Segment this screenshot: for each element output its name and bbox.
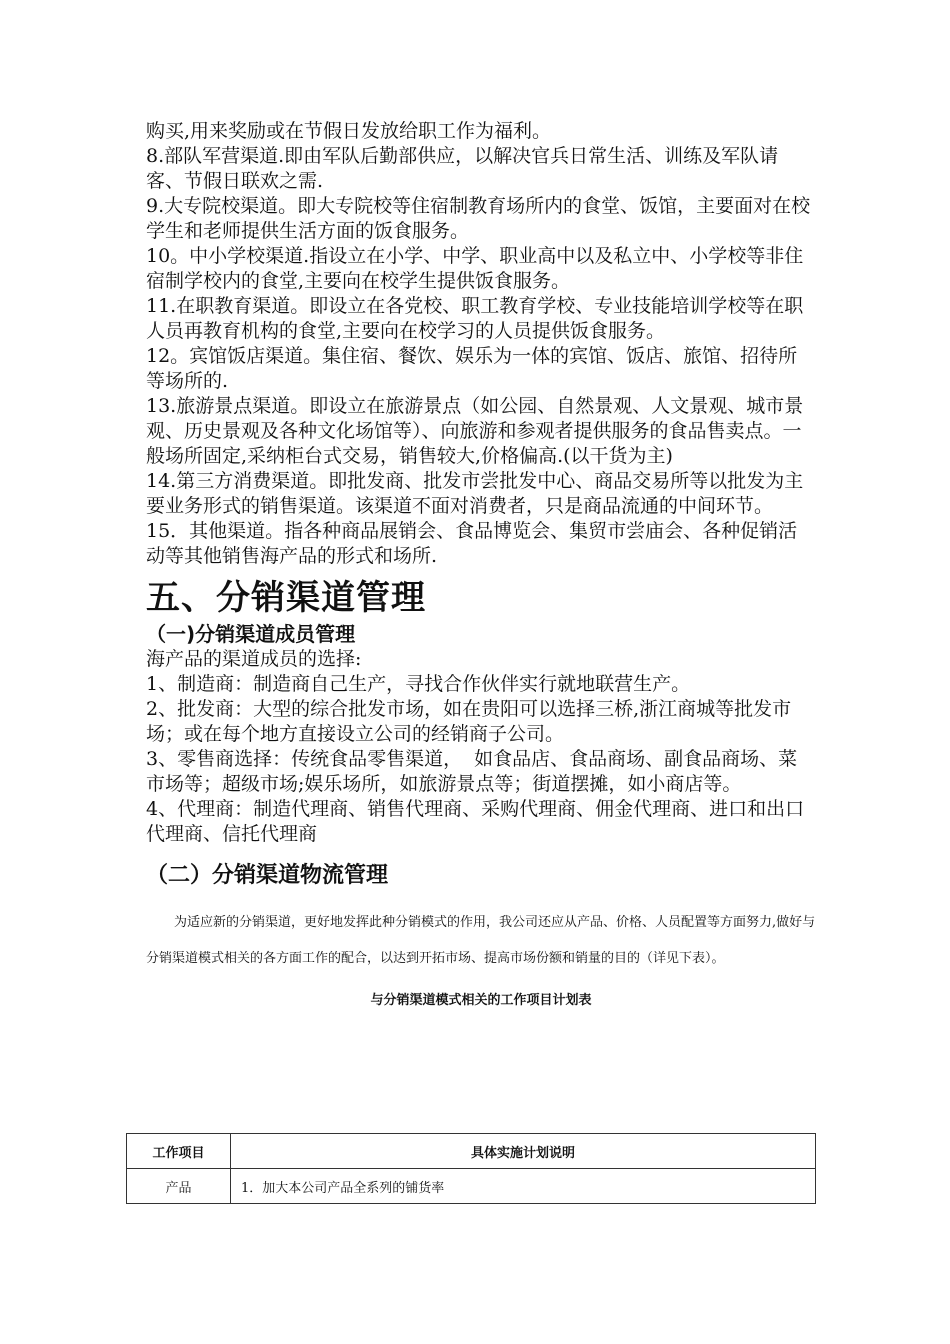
cell-plan-description: 1．加大本公司产品全系列的铺货率 [231, 1169, 816, 1204]
paragraph-other-channel: 15．其他渠道。指各种商品展销会、食品博览会、集贸市尝庙会、各种促销活动等其他销售海产品的形式和场所. [146, 520, 798, 567]
section-title: 五、分销渠道管理 [146, 578, 426, 618]
paragraph-welfare: 购买,用来奖励或在节假日发放给职工作为福利。 [146, 120, 552, 142]
work-plan-table [126, 1133, 816, 1204]
header-work-item: 工作项目 [127, 1134, 231, 1169]
table-caption: 与分销渠道模式相关的工作项目计划表 [370, 993, 592, 1008]
member-manufacturer: 1、制造商：制造商自己生产，寻找合作伙伴实行就地联营生产。 [146, 673, 691, 695]
paragraph-school-channel: 10。中小学校渠道.指设立在小学、中学、职业高中以及私立中、小学校等非住宿制学校内的食堂,主要向在校学生提供饭食服务。 [146, 245, 804, 292]
member-retailer: 3、零售商选择：传统食品零售渠道， 如食品店、食品商场、副食品商场、菜市场等；超级市场;娱乐场所，如旅游景点等；街道摆摊，如小商店等。 [146, 748, 798, 795]
logistics-intro: 为适应新的分销渠道，更好地发挥此种分销模式的作用，我公司还应从产品、价格、人员配置等方面努力,做好与分销渠道模式相关的各方面工作的配合，以达到开拓市场、提高市场份额和销量的目的（详见下表）。 [146, 915, 816, 966]
subsection-title-members: （一)分销渠道成员管理 [146, 622, 356, 646]
members-intro: 海产品的渠道成员的选择: [146, 648, 362, 670]
paragraph-military-channel: 8.部队军营渠道.即由军队后勤部供应，以解决官兵日常生活、训练及军队请客、节假日联欢之需. [146, 145, 779, 192]
paragraph-hotel-channel: 12。宾馆饭店渠道。集住宿、餐饮、娱乐为一体的宾馆、饭店、旅馆、招待所等场所的. [146, 345, 798, 392]
table-row [127, 1169, 816, 1204]
document-body [146, 119, 816, 1011]
member-wholesaler: 2、批发商：大型的综合批发市场，如在贵阳可以选择三桥,浙江商城等批发市场；或在每个地方直接设立公司的经销商子公司。 [146, 698, 792, 745]
member-agent: 4、代理商：制造代理商、销售代理商、采购代理商、佣金代理商、进口和出口代理商、信托代理商 [146, 798, 805, 845]
paragraph-college-channel: 9.大专院校渠道。即大专院校等住宿制教育场所内的食堂、饭馆，主要面对在校学生和老师提供生活方面的饭食服务。 [146, 195, 811, 242]
header-plan-description: 具体实施计划说明 [231, 1134, 816, 1169]
table-header-row [127, 1134, 816, 1169]
subsection-title-logistics: （二）分销渠道物流管理 [146, 863, 389, 888]
cell-work-item: 产品 [127, 1169, 231, 1204]
paragraph-tourism-channel: 13.旅游景点渠道。即设立在旅游景点（如公园、自然景观、人文景观、城市景观、历史景观及各种文化场馆等）、向旅游和参观者提供服务的食品售卖点。一般场所固定,采纳柜台式交易，销售较大,价格偏高.(以干货为主) [146, 395, 804, 467]
paragraph-third-party-channel: 14.第三方消费渠道。即批发商、批发市尝批发中心、商品交易所等以批发为主要业务形式的销售渠道。该渠道不面对消费者，只是商品流通的中间环节。 [146, 470, 804, 517]
paragraph-education-channel: 11.在职教育渠道。即设立在各党校、职工教育学校、专业技能培训学校等在职人员再教育机构的食堂,主要向在校学习的人员提供饭食服务。 [146, 295, 804, 342]
